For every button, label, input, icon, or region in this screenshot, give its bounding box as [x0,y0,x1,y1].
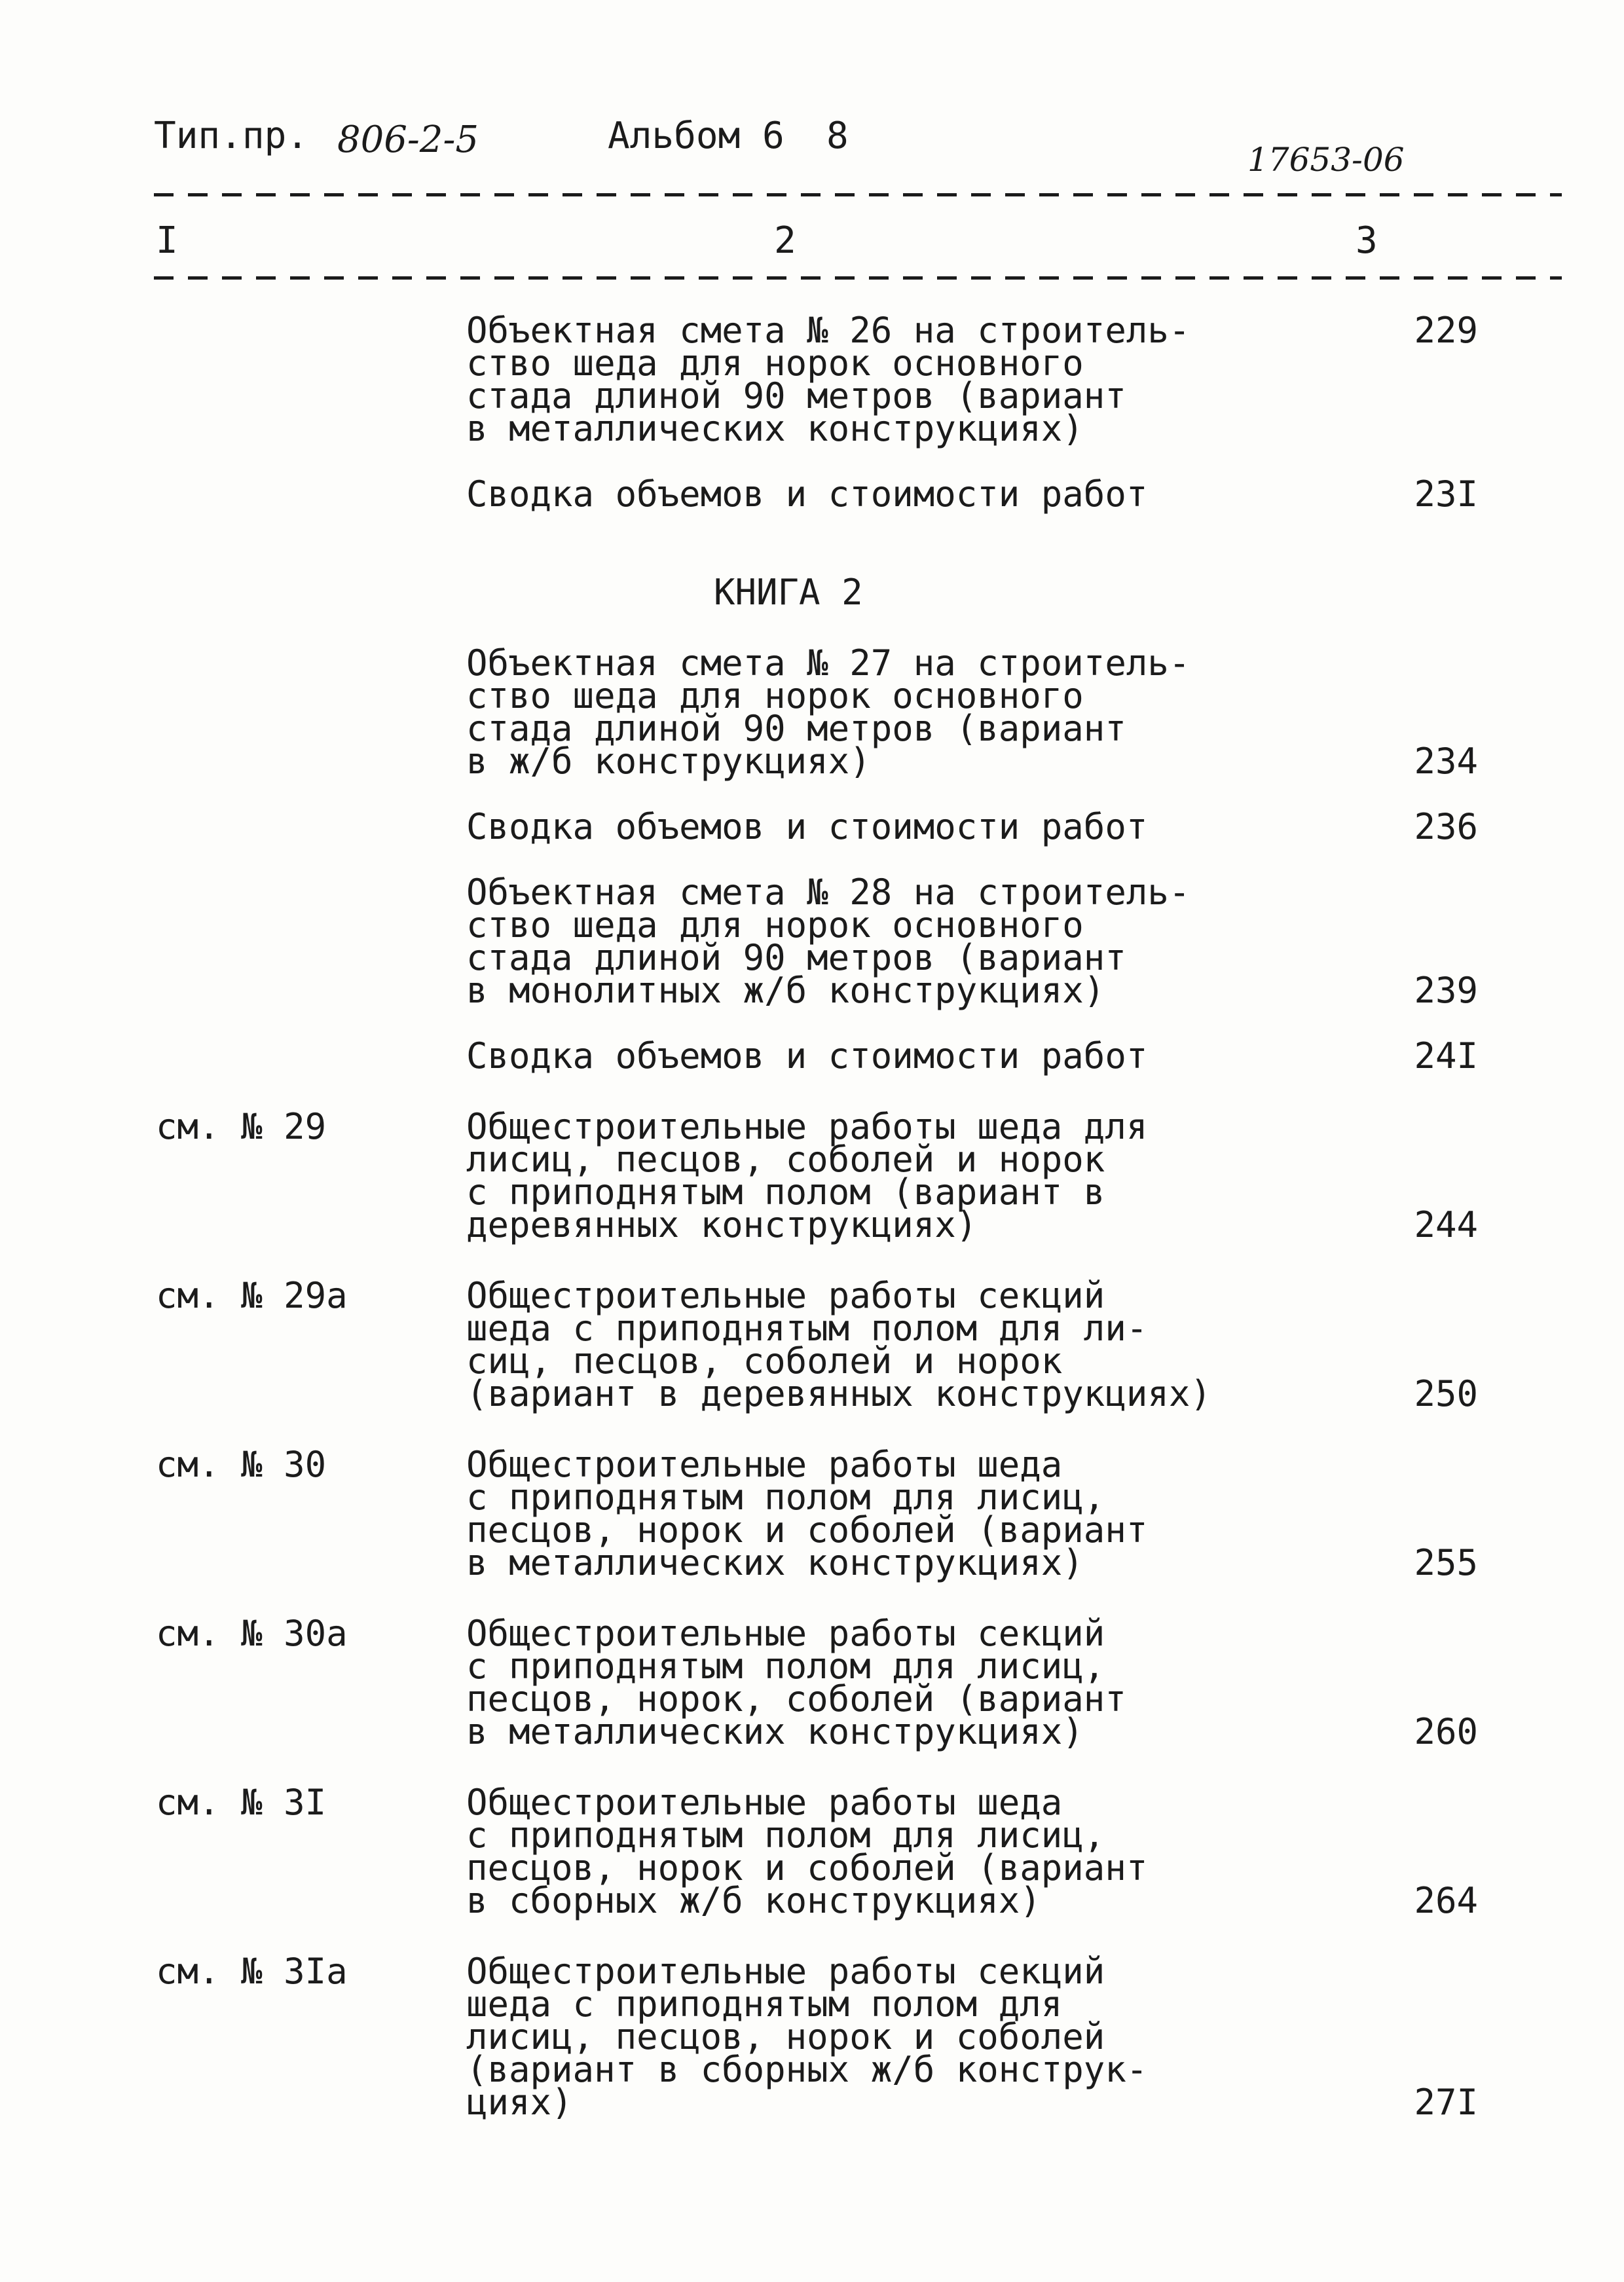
book-title: КНИГА 2 [714,572,863,613]
entry-reference: см. № 3Iа [156,1951,348,1992]
entry-page-number: 250 [1414,1373,1478,1414]
entry-title-line: песцов, норок, соболей (вариант [466,1678,1126,1720]
entry-title [466,642,1318,782]
entry-page-number: 23I [1414,473,1478,515]
entry-title-line: шеда с приподнятым полом для [466,1983,1063,2025]
contents-entry [0,1951,1624,2123]
entry-title-line: с приподнятым полом для лисиц, [466,1814,1105,1856]
column-header-1: I [156,219,178,262]
entry-reference: см. № 3I [156,1782,327,1823]
contents-entry [0,1275,1624,1414]
header-rule-bottom [154,276,1562,280]
entry-title-line: сиц, песцов, соболей и норок [466,1340,1063,1382]
entry-title-line: лисиц, песцов, соболей и норок [466,1139,1105,1180]
contents-entry [0,473,1624,515]
entry-title-line: циях) [466,2082,573,2123]
entry-reference: см. № 29 [156,1106,327,1147]
book-heading-row [0,572,1624,613]
entry-title [466,1035,1318,1077]
column-header-3: 3 [1356,219,1378,262]
entry-page-number: 234 [1414,741,1478,782]
entries-book-1 [0,310,1624,515]
entry-title-line: (вариант в сборных ж/б конструк- [466,2049,1148,2090]
entry-title-line: с приподнятым полом (вариант в [466,1171,1105,1213]
entry-title-line: Общестроительные работы шеда для [466,1106,1148,1147]
entry-reference: см. № 30 [156,1444,327,1485]
entry-title-line: Объектная смета № 28 на строитель- [466,872,1190,913]
entry-reference: см. № 30а [156,1613,348,1654]
contents-list [0,310,1624,2123]
entry-title-line: Сводка объемов и стоимости работ [466,1035,1148,1077]
entry-reference: см. № 29а [156,1275,348,1316]
contents-entry [0,642,1624,782]
entry-page-number: 27I [1414,2082,1478,2123]
contents-entry [0,1782,1624,1921]
entry-title-line: в ж/б конструкциях) [466,741,871,782]
entries-book-2 [0,642,1624,2123]
sheet-number: 8 [826,115,849,157]
entry-page-number: 239 [1414,970,1478,1011]
entry-title-line: в сборных ж/б конструкциях) [466,1880,1041,1921]
entry-title-line: в металлических конструкциях) [466,1711,1084,1752]
entry-title-line: песцов, норок и соболей (вариант [466,1847,1148,1888]
entry-title-line: Сводка объемов и стоимости работ [466,473,1148,515]
entry-title-line: стада длиной 90 метров (вариант [466,937,1126,978]
entry-title-line: в металлических конструкциях) [466,1542,1084,1583]
entry-title [466,1613,1318,1752]
entry-title [466,806,1318,847]
entry-title-line: ство шеда для норок основного [466,904,1084,946]
entry-title-line: стада длиной 90 метров (вариант [466,708,1126,749]
album-label: Альбом 6 [608,115,784,157]
entry-title-line: Общестроительные работы шеда [466,1782,1063,1823]
contents-entry [0,1613,1624,1752]
entry-page-number: 244 [1414,1204,1478,1245]
page-header [0,115,1624,179]
entry-title-line: с приподнятым полом для лисиц, [466,1646,1105,1687]
entry-page-number: 229 [1414,310,1478,351]
entry-title-line: (вариант в деревянных конструкциях) [466,1373,1211,1414]
entry-title-line: Общестроительные работы шеда [466,1444,1063,1485]
entry-title-line: в монолитных ж/б конструкциях) [466,970,1105,1011]
entry-title-line: песцов, норок и соболей (вариант [466,1509,1148,1551]
entry-title [466,1782,1318,1921]
entry-title [466,1444,1318,1583]
entry-title-line: с приподнятым полом для лисиц, [466,1477,1105,1518]
header-rule-top [154,193,1562,196]
entry-title-line: в металлических конструкциях) [466,408,1084,449]
entry-title-line: Общестроительные работы секций [466,1613,1105,1654]
contents-entry [0,806,1624,847]
entry-title [466,1275,1318,1414]
project-number: 806-2-5 [337,119,479,161]
doc-code: 17653-06 [1247,141,1405,179]
entry-page-number: 264 [1414,1880,1478,1921]
entry-title [466,872,1318,1011]
entry-title-line: лисиц, песцов, норок и соболей [466,2016,1105,2057]
entry-title-line: деревянных конструкциях) [466,1204,978,1245]
entry-title-line: Объектная смета № 26 на строитель- [466,310,1190,351]
entry-title [466,1951,1318,2123]
entry-page-number: 260 [1414,1711,1478,1752]
entry-title-line: Объектная смета № 27 на строитель- [466,642,1190,684]
contents-entry [0,1444,1624,1583]
entry-title-line: ство шеда для норок основного [466,342,1084,384]
entry-title [466,473,1318,515]
entry-title-line: Общестроительные работы секций [466,1275,1105,1316]
entry-title [466,310,1318,449]
contents-entry [0,872,1624,1011]
entry-title-line: стада длиной 90 метров (вариант [466,375,1126,416]
entry-page-number: 255 [1414,1542,1478,1583]
column-header-2: 2 [774,219,796,262]
entry-title-line: Сводка объемов и стоимости работ [466,806,1148,847]
contents-entry [0,1035,1624,1077]
entry-title-line: Общестроительные работы секций [466,1951,1105,1992]
entry-title [466,1106,1318,1245]
contents-entry [0,310,1624,449]
entry-title-line: шеда с приподнятым полом для ли- [466,1308,1148,1349]
entry-page-number: 236 [1414,806,1478,847]
contents-entry [0,1106,1624,1245]
entry-title-line: ство шеда для норок основного [466,675,1084,716]
entry-page-number: 24I [1414,1035,1478,1077]
doc-type-label: Тип.пр. [154,115,309,157]
